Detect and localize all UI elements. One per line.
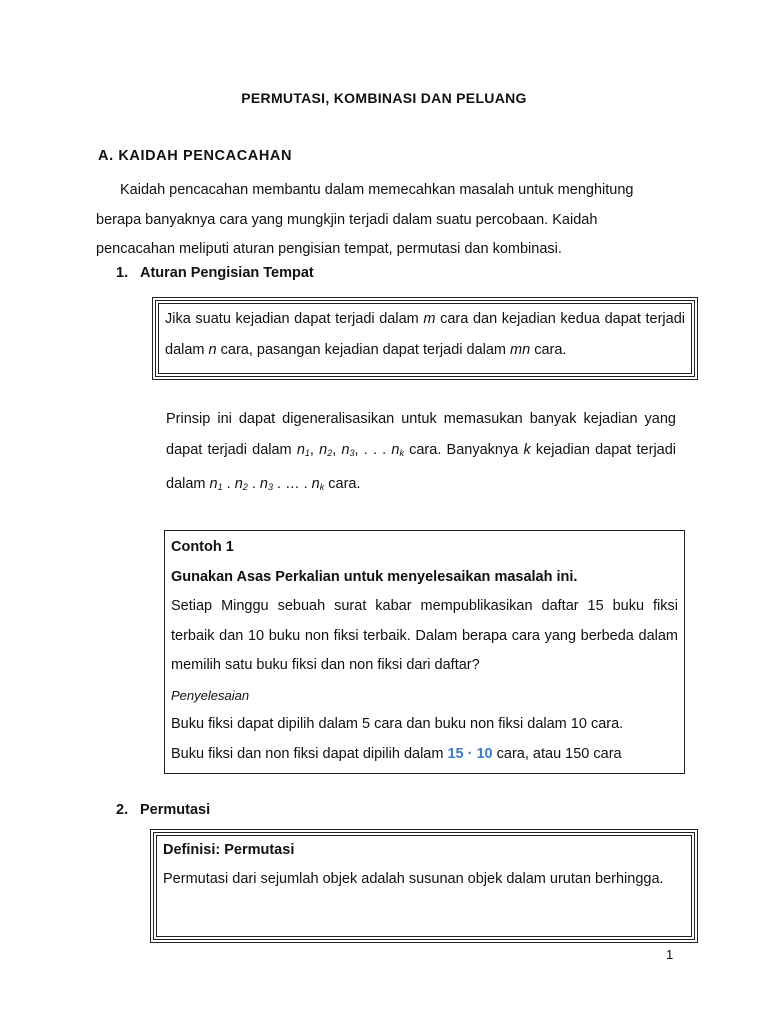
example-box	[164, 530, 685, 774]
rule-box	[152, 297, 698, 380]
example-title: Contoh 1	[171, 539, 234, 555]
intro-text: Kaidah pencacahan membantu dalam memecahkan masalah untuk menghitung berapa banyaknya cara yang mungkjin terjadi dalam suatu percobaan. Kaidah pencacahan meliputi aturan pengisian tempat, permutasi dan kombinasi.	[96, 182, 634, 257]
definition-text: Permutasi dari sejumlah objek adalah susunan objek dalam urutan berhingga.	[163, 871, 664, 887]
prinsip-paragraph: Prinsip ini dapat digeneralisasikan untuk memasukan banyak kejadian yang dapat terjadi dalam $n_1$, $n_2$, $n_3$, . . . $n_k$ cara. Banyaknya k kejadian dapat terjadi dalam $n_1$ . $n_2$ . $n_3$ . … . $n_k$ cara.	[166, 411, 677, 492]
section-heading-a: A. KAIDAH PENCACAHAN	[98, 148, 293, 164]
page-title: PERMUTASI, KOMBINASI DAN PELUANG	[241, 90, 527, 106]
intro-paragraph	[96, 176, 678, 265]
example-instruction: Gunakan Asas Perkalian untuk menyelesaikan masalah ini.	[171, 568, 578, 585]
subheading-permutasi	[116, 802, 210, 818]
definition-title: Definisi: Permutasi	[163, 842, 295, 858]
subheading-number: 1.	[116, 265, 129, 281]
subheading-label: Permutasi	[140, 802, 211, 818]
subheading-aturan	[116, 265, 314, 281]
subheading-label: Aturan Pengisian Tempat	[140, 265, 314, 281]
definition-box	[150, 829, 698, 943]
solution-line-1: Buku fiksi dapat dipilih dalam 5 cara dan buku non fiksi dalam 10 cara.	[171, 716, 624, 732]
page-number: 1	[666, 947, 674, 962]
solution-line-2: Buku fiksi dan non fiksi dapat dipilih dalam 15 · 10 cara, atau 150 cara	[171, 745, 622, 762]
solution-label: Penyelesaian	[171, 687, 250, 703]
example-question: Setiap Minggu sebuah surat kabar mempublikasikan daftar 15 buku fiksi terbaik dan 10 buku non fiksi terbaik. Dalam berapa cara yang berbeda dalam memilih satu buku fiksi dan non fiksi dari daftar?	[171, 598, 678, 673]
rule-text: Jika suatu kejadian dapat terjadi dalam m cara dan kejadian kedua dapat terjadi dalam n cara, pasangan kejadian dapat terjadi dalam mn cara.	[158, 303, 692, 374]
subheading-number: 2.	[116, 802, 129, 818]
multiplication-expression: 15 · 10	[447, 745, 493, 762]
